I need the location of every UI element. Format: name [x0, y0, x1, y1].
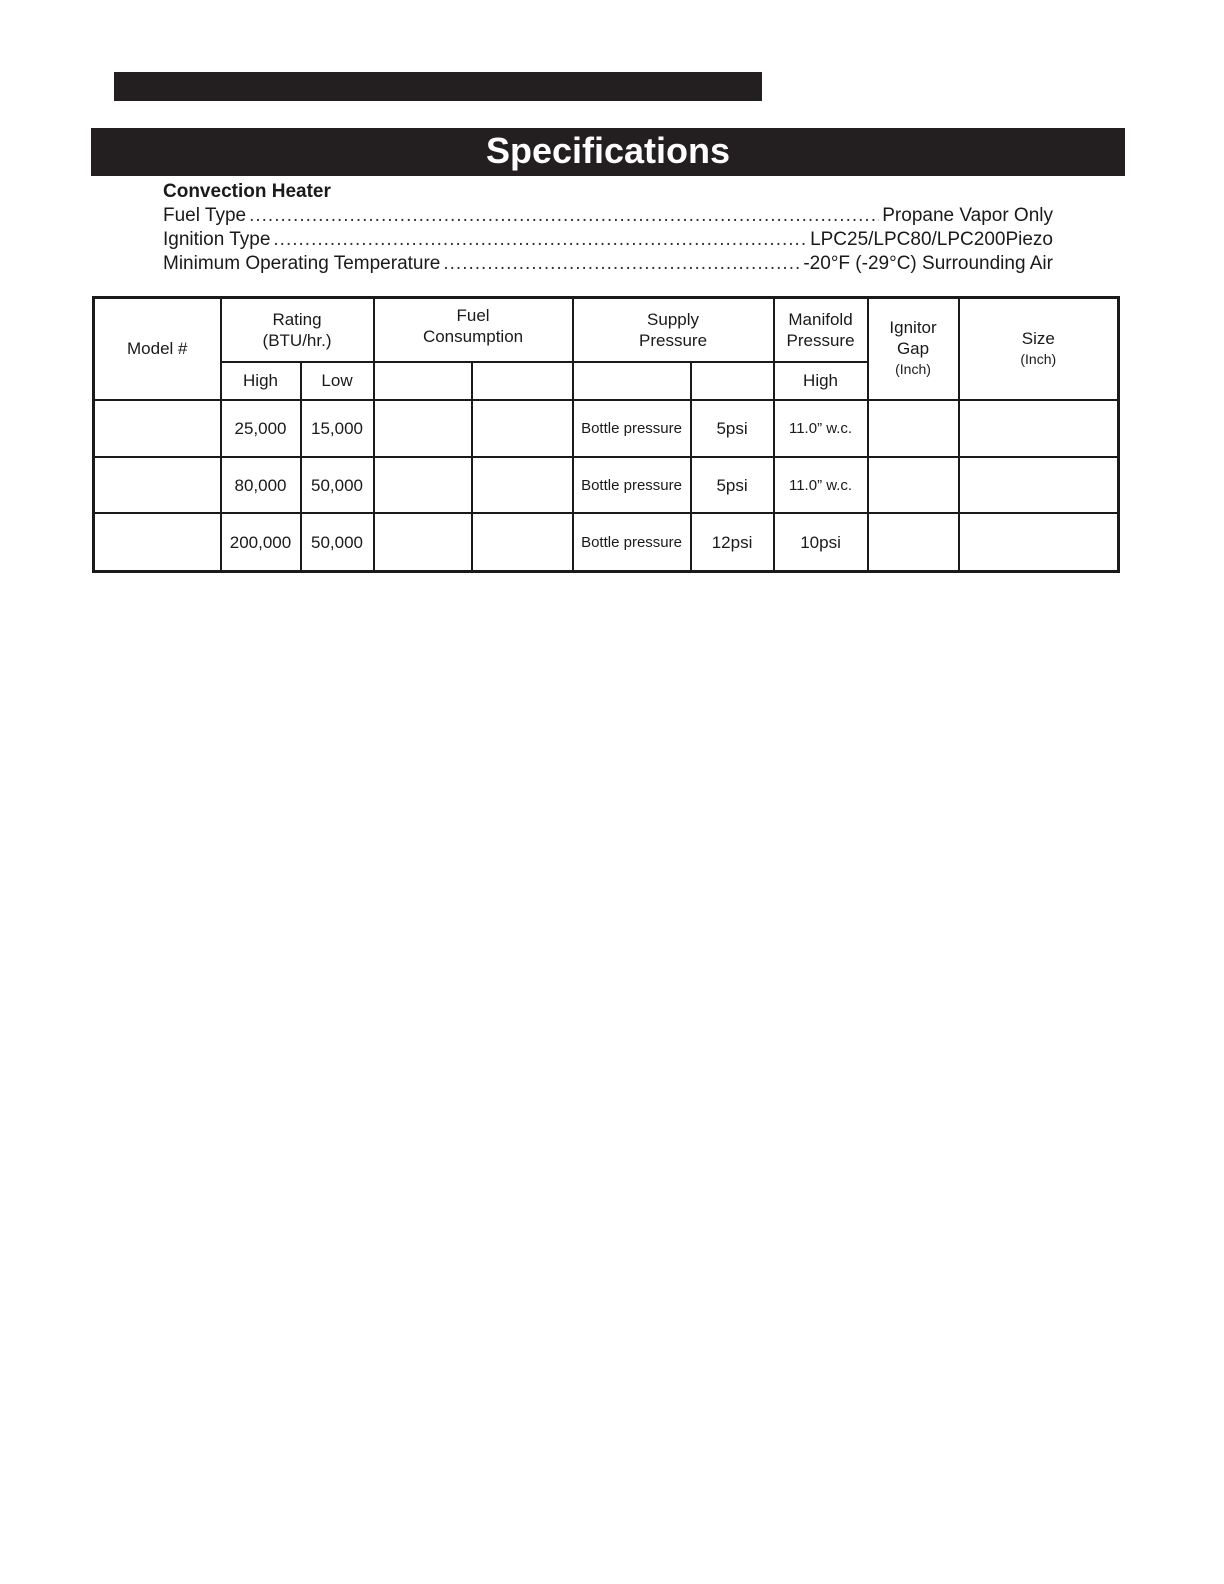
- spec-label: Ignition Type: [163, 229, 271, 250]
- spec-table: [92, 296, 1120, 573]
- cell-high: 25,000: [221, 400, 301, 457]
- ignitor-unit: (Inch): [895, 361, 931, 378]
- spec-row-min-temp: [163, 252, 1053, 276]
- size-unit: (Inch): [1020, 350, 1057, 367]
- cell-high: 200,000: [221, 513, 301, 571]
- cell-ignitor: [868, 400, 959, 457]
- spec-label: Minimum Operating Temperature: [163, 253, 441, 274]
- subheader-high: High: [221, 362, 301, 400]
- subheader-manifold-high: High: [774, 362, 868, 400]
- cell-fuel-2: [472, 513, 573, 571]
- subheader-low: Low: [301, 362, 374, 400]
- spec-list: [163, 180, 1053, 276]
- header-ignitor-gap: [868, 298, 959, 400]
- header-size: [959, 298, 1119, 400]
- subheader-supply-2: [691, 362, 774, 400]
- cell-fuel-2: [472, 400, 573, 457]
- cell-low: 50,000: [301, 513, 374, 571]
- cell-supply-label: Bottle pressure: [573, 513, 691, 571]
- table-row: [94, 457, 1119, 513]
- dot-leader: [443, 252, 800, 276]
- header-bar: [114, 72, 762, 101]
- cell-manifold: 11.0” w.c.: [774, 400, 868, 457]
- cell-fuel-1: [374, 457, 472, 513]
- subheader-fuel-2: [472, 362, 573, 400]
- cell-size: [959, 513, 1119, 571]
- cell-supply-label: Bottle pressure: [573, 457, 691, 513]
- subheader-supply-1: [573, 362, 691, 400]
- size-label: Size: [1021, 328, 1055, 348]
- cell-supply-label: Bottle pressure: [573, 400, 691, 457]
- cell-manifold: 11.0” w.c.: [774, 457, 868, 513]
- cell-model: [94, 457, 221, 513]
- spec-value: -20°F (-29°C) Surrounding Air: [803, 253, 1053, 274]
- ignitor-label: Ignitor Gap: [889, 318, 937, 359]
- cell-high: 80,000: [221, 457, 301, 513]
- cell-manifold: 10psi: [774, 513, 868, 571]
- cell-fuel-1: [374, 513, 472, 571]
- cell-supply-value: 5psi: [691, 457, 774, 513]
- table-row: [94, 400, 1119, 457]
- cell-ignitor: [868, 513, 959, 571]
- spec-value: LPC25/LPC80/LPC200Piezo: [810, 229, 1053, 250]
- dot-leader: [273, 228, 807, 252]
- cell-low: 15,000: [301, 400, 374, 457]
- cell-fuel-2: [472, 457, 573, 513]
- header-manifold-pressure: Manifold Pressure: [774, 298, 868, 362]
- cell-supply-value: 12psi: [691, 513, 774, 571]
- header-rating: Rating (BTU/hr.): [221, 298, 374, 362]
- cell-model: [94, 513, 221, 571]
- cell-low: 50,000: [301, 457, 374, 513]
- table-header-row: [94, 298, 1119, 362]
- header-supply-pressure: Supply Pressure: [573, 298, 774, 362]
- cell-ignitor: [868, 457, 959, 513]
- cell-fuel-1: [374, 400, 472, 457]
- section-title: Specifications: [485, 130, 731, 171]
- header-fuel-consumption: Fuel Consumption: [374, 298, 573, 362]
- dot-leader: [249, 204, 879, 228]
- section-title-band: [91, 128, 1125, 176]
- cell-size: [959, 457, 1119, 513]
- spec-subtitle: Convection Heater: [163, 181, 331, 202]
- spec-label: Fuel Type: [163, 205, 247, 226]
- cell-model: [94, 400, 221, 457]
- subheader-fuel-1: [374, 362, 472, 400]
- spec-row-ignition-type: [163, 228, 1053, 252]
- spec-value: Propane Vapor Only: [882, 205, 1053, 226]
- spec-row-fuel-type: [163, 204, 1053, 228]
- cell-size: [959, 400, 1119, 457]
- cell-supply-value: 5psi: [691, 400, 774, 457]
- table-row: [94, 513, 1119, 571]
- header-model: Model #: [94, 298, 221, 400]
